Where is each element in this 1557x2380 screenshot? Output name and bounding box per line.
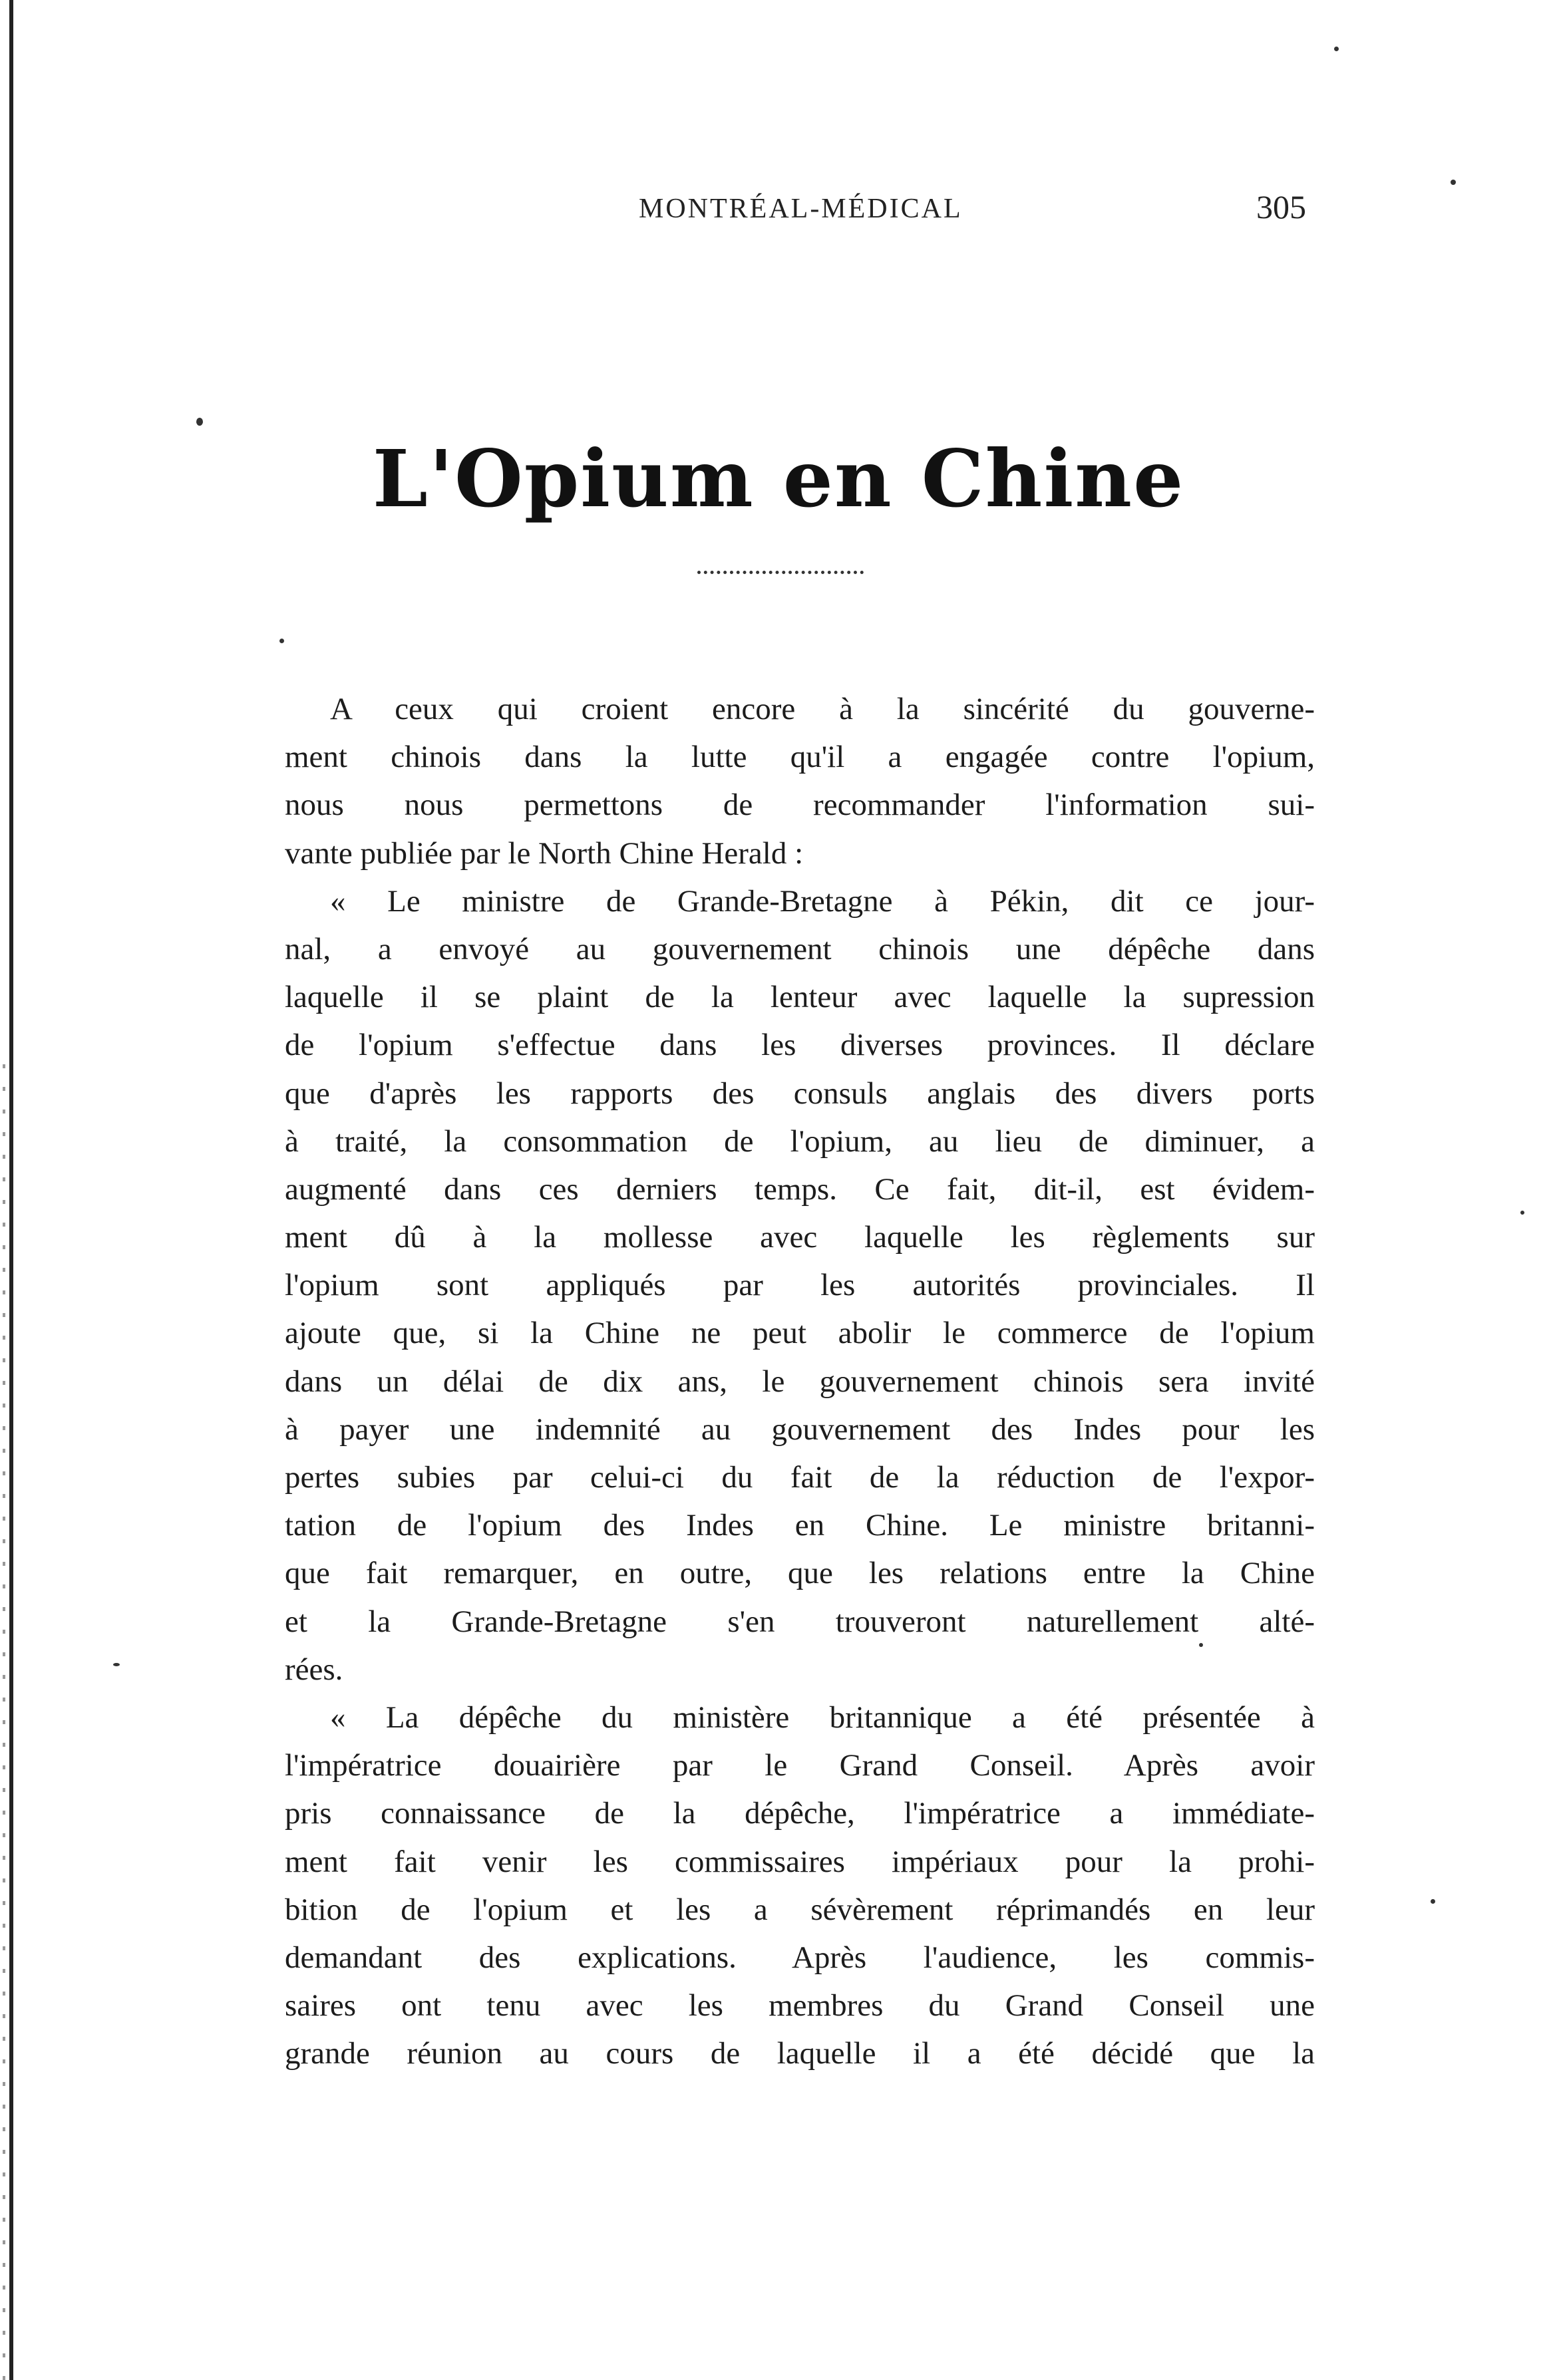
body-line: « La dépêche du ministère britannique a été présentée à [330, 1700, 1315, 1735]
scan-speck [1334, 47, 1339, 51]
scan-speck [113, 1663, 120, 1666]
article-body [285, 685, 1315, 2077]
body-line: pertes subies par celui-ci du fait de la réduction de l'expor- [285, 1460, 1315, 1495]
body-line: saires ont tenu avec les membres du Grand Conseil une [285, 1988, 1315, 2023]
body-line: bition de l'opium et les a sévèrement réprimandés en leur [285, 1892, 1315, 1927]
scan-speck [279, 639, 284, 643]
body-line: et la Grande-Bretagne s'en trouveront naturellement alté- [285, 1604, 1315, 1639]
body-line: A ceux qui croient encore à la sincérité du gouverne- [330, 692, 1315, 726]
scan-speck [1451, 180, 1456, 185]
body-line: nal, a envoyé au gouvernement chinois une dépêche dans [285, 931, 1315, 967]
page-binding-edge [9, 0, 13, 2380]
body-line: que fait remarquer, en outre, que les relations entre la Chine [285, 1556, 1315, 1591]
body-line: grande réunion au cours de laquelle il a été décidé que la [285, 2036, 1315, 2071]
body-line: tation de l'opium des Indes en Chine. Le ministre britanni- [285, 1508, 1315, 1543]
body-line: à traité, la consommation de l'opium, au lieu de diminuer, a [285, 1123, 1315, 1159]
article-title: L'Opium en Chine [372, 432, 1185, 525]
body-line: dans un délai de dix ans, le gouvernement chinois sera invité [285, 1364, 1315, 1399]
body-line: que d'après les rapports des consuls anglais des divers ports [285, 1076, 1315, 1111]
body-line: laquelle il se plaint de la lenteur avec laquelle la supression [285, 980, 1315, 1015]
running-head: MONTRÉAL-MÉDICAL [639, 194, 963, 224]
body-line: ment chinois dans la lutte qu'il a engagée contre l'opium, [285, 740, 1315, 775]
scan-speck [1431, 1899, 1435, 1904]
title-separator-rule [697, 571, 864, 574]
body-line: ajoute que, si la Chine ne peut abolir le commerce de l'opium [285, 1316, 1315, 1351]
body-line: de l'opium s'effectue dans les diverses provinces. Il déclare [285, 1028, 1315, 1063]
scan-speck [1520, 1211, 1524, 1215]
body-line: l'opium sont appliqués par les autorités provinciales. Il [285, 1268, 1315, 1303]
body-line: ment dû à la mollesse avec laquelle les règlements sur [285, 1220, 1315, 1255]
body-line: à payer une indemnité au gouvernement des Indes pour les [285, 1412, 1315, 1447]
scan-speck [196, 418, 203, 426]
body-line: pris connaissance de la dépêche, l'impératrice a immédiate- [285, 1796, 1315, 1831]
page-number: 305 [1256, 188, 1306, 225]
scan-edge-specks [3, 1064, 5, 2380]
body-line: rées. [285, 1652, 343, 1687]
body-line: nous nous permettons de recommander l'information sui- [285, 788, 1315, 823]
body-line: l'impératrice douairière par le Grand Conseil. Après avoir [285, 1748, 1315, 1783]
body-line: « Le ministre de Grande-Bretagne à Pékin, dit ce jour- [330, 883, 1315, 919]
body-line: augmenté dans ces derniers temps. Ce fait, dit-il, est évidem- [285, 1171, 1315, 1207]
body-line: demandant des explications. Après l'audience, les commis- [285, 1940, 1315, 1975]
scan-speck [1199, 1643, 1203, 1647]
body-line: vante publiée par le North Chine Herald : [285, 835, 804, 871]
body-line: ment fait venir les commissaires impériaux pour la prohi- [285, 1844, 1315, 1879]
